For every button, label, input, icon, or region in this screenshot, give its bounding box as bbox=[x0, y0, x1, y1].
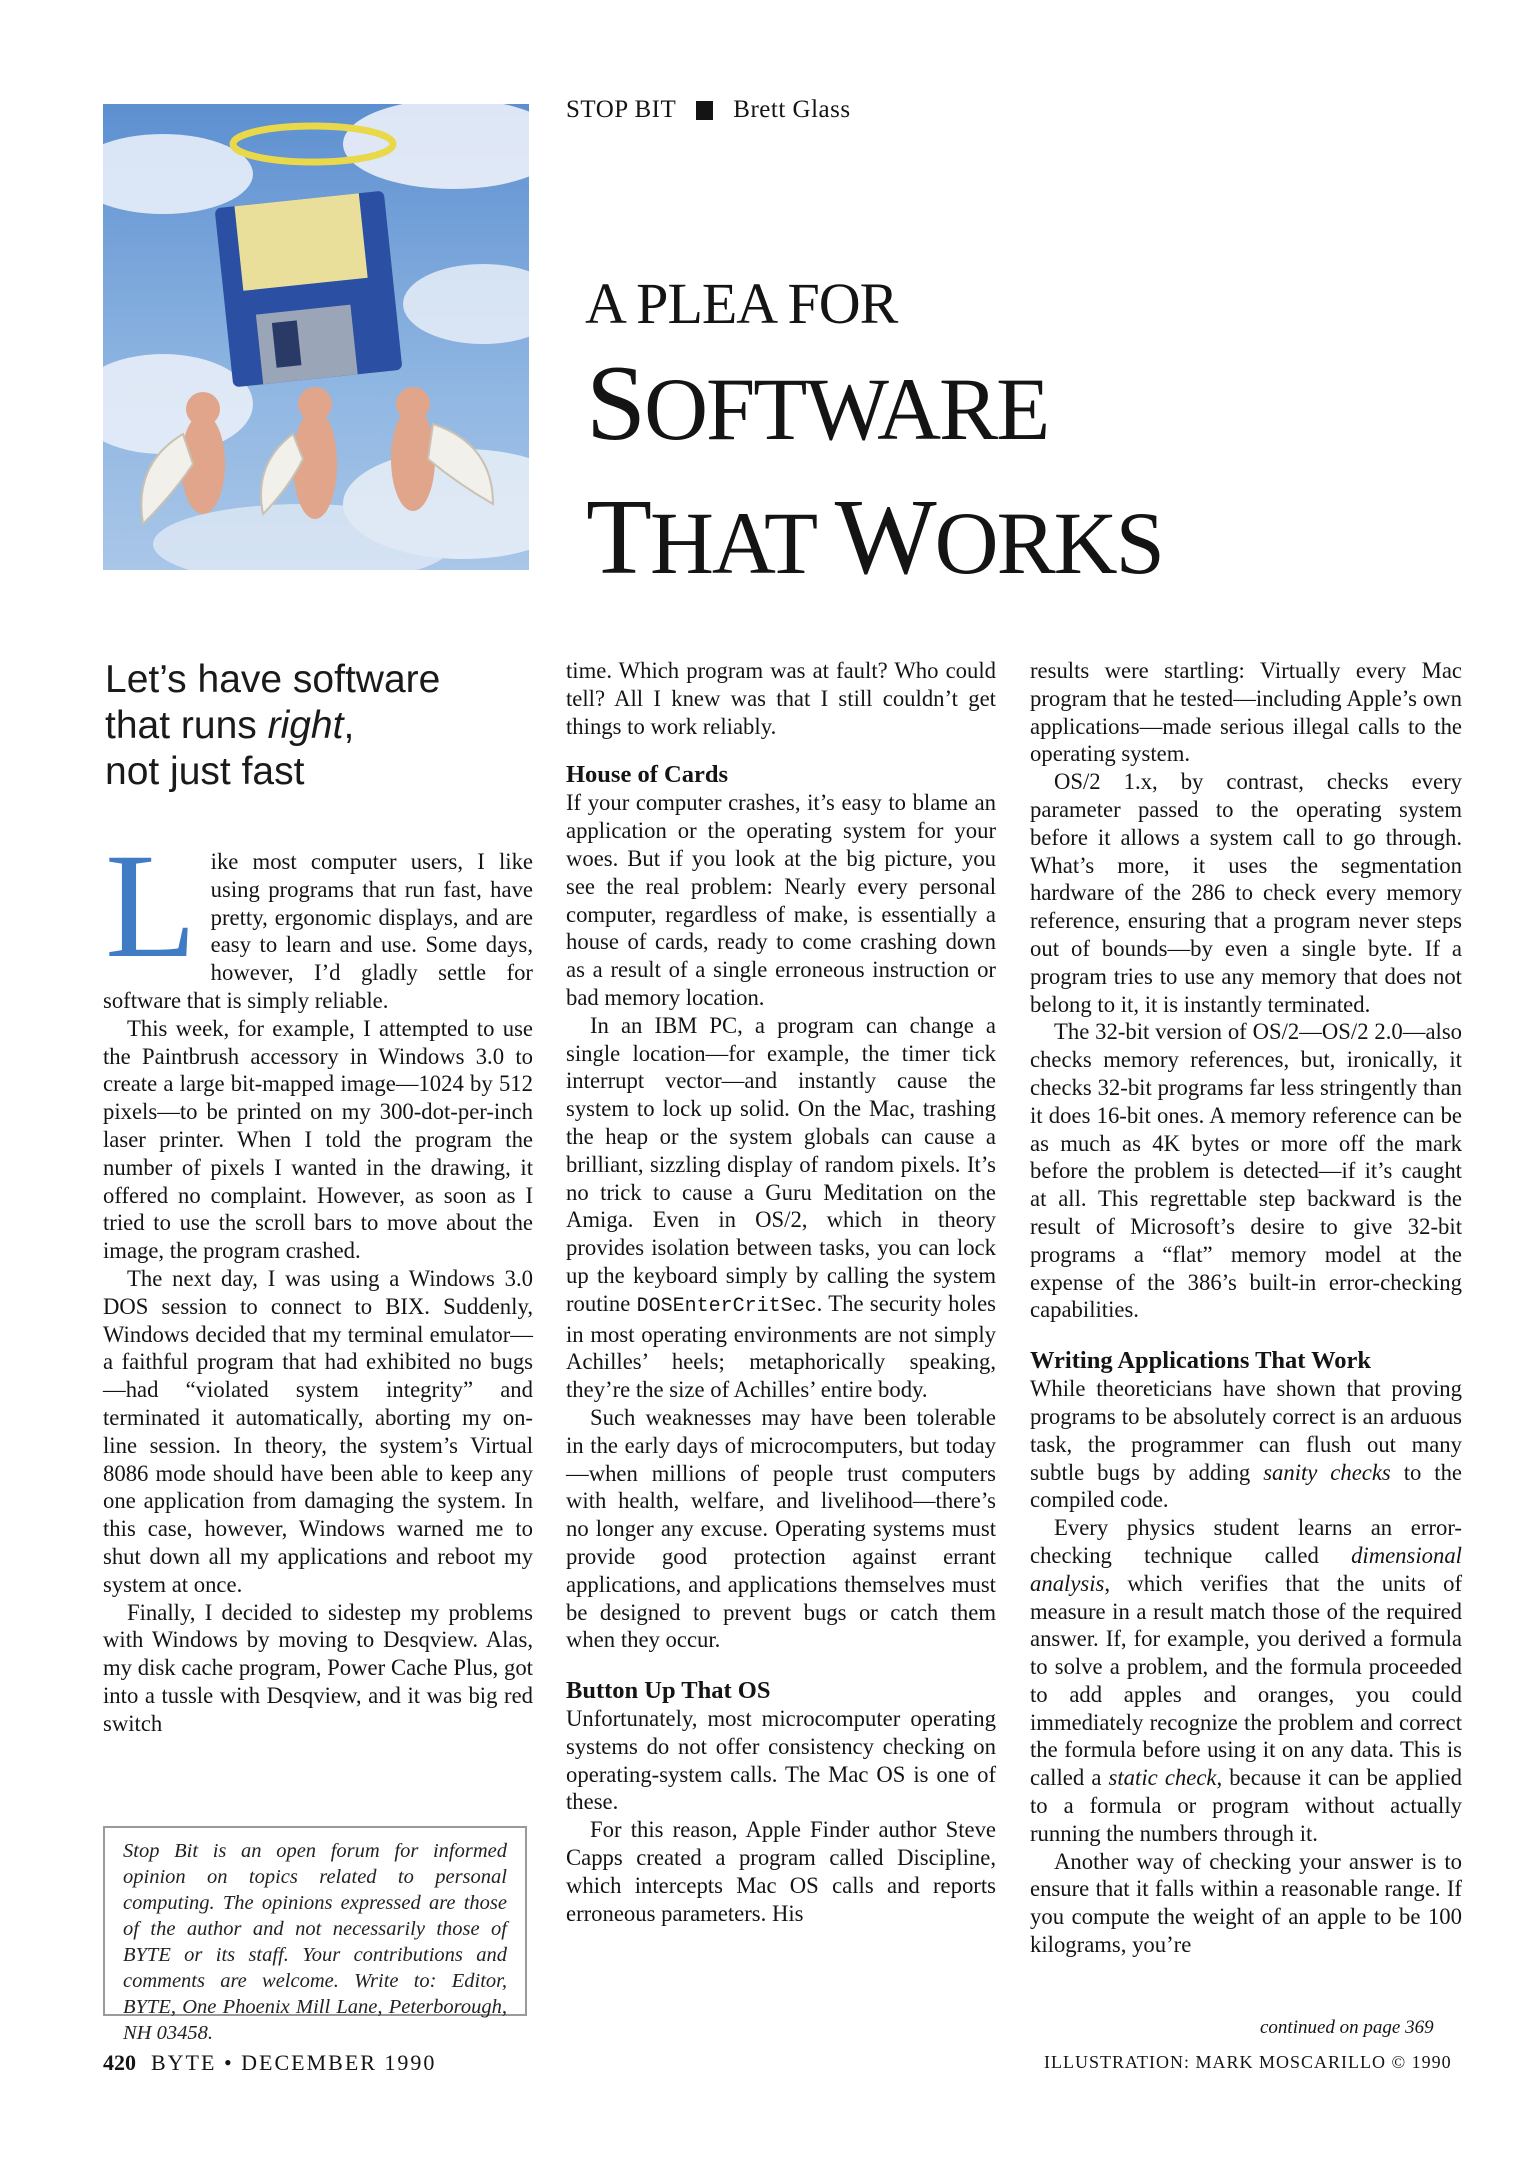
paragraph-text: , because it can be applied to a formula or program without actually running the numbers through it. bbox=[1030, 1765, 1463, 1846]
deck-line: Let’s have software bbox=[105, 658, 441, 701]
title-smallcaps: ORKS bbox=[934, 495, 1163, 593]
article-deck bbox=[105, 657, 525, 795]
paragraph bbox=[566, 1012, 996, 1404]
emphasis: sanity checks bbox=[1263, 1459, 1391, 1485]
paragraph: results were startling: Virtually every Mac program that he tested—including Apple’s own applications—made serious illegal calls to the operating system. bbox=[1030, 658, 1462, 767]
title-smallcaps: OFTWARE bbox=[644, 361, 1049, 459]
column-3 bbox=[1030, 657, 1462, 1959]
column-1 bbox=[103, 823, 533, 1738]
stop-bit-info-box bbox=[103, 1826, 527, 2044]
title-line-1: A PLEA FOR bbox=[585, 271, 898, 336]
paragraph: If your computer crashes, it’s easy to blame an application or the operating system for your woes. But if you look at the big picture, you see the real problem: Nearly every personal computer, regardless of make, is essentially a house of cards, ready to come crashing down as a result of a single erroneous instruction or bad memory location. bbox=[566, 790, 996, 1010]
paragraph-text: ike most computer users, I like using programs that run fast, have pretty, ergonomic displays, and are easy to learn and use. Some days, however, I’d gladly settle for software that is simply reliable. bbox=[103, 849, 533, 1013]
paragraph: Such weaknesses may have been tolerable in the early days of microcomputers, but today—when millions of people trust computers with health, welfare, and livelihood—there’s no longer any excuse. Operating systems must provide good protection against errant applications, and applications themselves must be designed to prevent bugs or catch them when they occur. bbox=[566, 1404, 996, 1653]
info-box-text: Stop Bit is an open forum for informed opinion on topics related to personal computing. The opinions expressed are those of the author and not necessarily those of BYTE or its staff. Your contributions and comments are welcome. Write to: Editor, BYTE, One Phoenix Mill Lane, Peterborough, NH 03458. bbox=[123, 1840, 507, 2044]
deck-line bbox=[105, 703, 525, 749]
paragraph-text: In an IBM PC, a program can change a single location—for example, the timer tick interrupt vector—and instantly cause the system to lock up solid. On the Mac, trashing the heap or the system globals can cause a brilliant, sizzling display of random pixels. It’s no trick to cause a Guru Meditation on the Amiga. Even in OS/2, which in theory provides isolation between tasks, you can lock up the keyboard simply by calling the system routine bbox=[566, 1012, 996, 1316]
author-name: Brett Glass bbox=[733, 96, 851, 123]
deck-text: , bbox=[343, 704, 355, 747]
deck-emphasis: right bbox=[267, 704, 344, 747]
title-initial: W bbox=[834, 478, 935, 597]
title-initial: T bbox=[586, 478, 650, 597]
page-footer bbox=[103, 2050, 436, 2076]
paragraph: The next day, I was using a Windows 3.0 DOS session to connect to BIX. Suddenly, Windows decided that my terminal emulator—a faithful program that had exhibited no bugs—had “violated system integrity” and terminated it automatically, aborting my on-line session. In theory, the system’s Virtual 8086 mode should have been able to keep any one application from damaging the system. In this case, however, Windows warned me to shut down all my applications and reboot my system at once. bbox=[103, 1265, 533, 1597]
paragraph-text: to the compiled code. bbox=[1030, 1459, 1462, 1513]
paragraph: OS/2 1.x, by contrast, checks every parameter passed to the operating system before it allows a system call to go through. What’s more, it uses the segmentation hardware of the 286 to check every memory reference, ensuring that a program never steps out of bounds—by even a single byte. If a program tries to use any memory that does not belong to it, it is instantly terminated. bbox=[1030, 769, 1462, 1017]
paragraph-text: While theoreticians have shown that proving programs to be absolutely correct is an arduous task, the programmer can flush out many subtle bugs by adding bbox=[1030, 1376, 1462, 1485]
paragraph bbox=[1030, 1375, 1462, 1514]
title-initial: S bbox=[586, 344, 645, 463]
title-line-3 bbox=[586, 478, 1163, 597]
page-number: 420 bbox=[103, 2050, 136, 2075]
deck-line: not just fast bbox=[105, 750, 305, 793]
square-bullet-icon bbox=[696, 101, 713, 120]
paragraph: The 32-bit version of OS/2—OS/2 2.0—also checks memory references, but, ironically, it checks 32-bit programs far less stringently than it does 16-bit ones. A memory reference can be as much as 4K bytes or more off the mark before the problem is detected—if it’s caught at all. This regrettable step backward is the result of Microsoft’s desire to give 32-bit programs a “flat” memory model at the expense of the 386’s built-in error-checking capabilities. bbox=[1030, 1019, 1462, 1323]
emphasis: dimensional analysis bbox=[1030, 1542, 1462, 1596]
subhead-house-of-cards: House of Cards bbox=[566, 761, 728, 789]
illustration-credit: ILLUSTRATION: MARK MOSCARILLO © 1990 bbox=[1044, 2052, 1452, 2072]
illustration-art bbox=[103, 104, 529, 570]
deck-text: that runs bbox=[105, 704, 268, 747]
paragraph bbox=[103, 823, 533, 1015]
emphasis: static check bbox=[1108, 1765, 1217, 1791]
code-term: DOSEnterCritSec bbox=[636, 1294, 817, 1318]
paragraph: This week, for example, I attempted to use the Paintbrush accessory in Windows 3.0 to create a large bit-mapped image—1024 by 512 pixels—to be printed on my 300-dot-per-inch laser printer. When I told the program the number of pixels I wanted in the drawing, it offered no complaint. However, as soon as I tried to use the scroll bars to move about the image, the program crashed. bbox=[103, 1015, 533, 1264]
section-kicker bbox=[566, 96, 851, 124]
continued-note: continued on page 369 bbox=[1260, 2017, 1434, 2038]
paragraph: Finally, I decided to sidestep my problems with Windows by moving to Desqview. Alas, my disk cache program, Power Cache Plus, got into a tussle with Desqview, and it was big red switch bbox=[103, 1599, 533, 1736]
paragraph-text: . The security holes in most operating environments are not simply Achilles’ heels; metaphorically speaking, they’re the size of Achilles’ entire body. bbox=[566, 1290, 997, 1403]
title-line-2 bbox=[586, 344, 1049, 463]
title-smallcaps: HAT bbox=[649, 495, 835, 593]
drop-cap: L bbox=[105, 823, 197, 989]
paragraph: For this reason, Apple Finder author Steve Capps created a program called Discipline, which intercepts Mac OS calls and reports erroneous parameters. His bbox=[566, 1817, 996, 1926]
subhead-writing-applications: Writing Applications That Work bbox=[1030, 1347, 1372, 1375]
paragraph bbox=[1030, 1514, 1462, 1848]
subhead-button-up-that-os: Button Up That OS bbox=[566, 1677, 771, 1705]
illustration-floppy-angels bbox=[103, 104, 529, 570]
magazine-issue: BYTE • DECEMBER 1990 bbox=[151, 2050, 437, 2075]
paragraph-text: , which verifies that the units of measure in a result match those of the required answer. If, for example, you derived a formula to solve a problem, and the formula proceeded to add apples and oranges, you could immediately recognize the problem and correct the formula before using it on any data. This is called a bbox=[1030, 1570, 1462, 1791]
section-name: STOP BIT bbox=[566, 96, 677, 123]
column-2 bbox=[566, 657, 996, 1927]
paragraph: time. Which program was at fault? Who could tell? All I knew was that I still couldn’t get things to work reliably. bbox=[566, 658, 996, 739]
paragraph: Another way of checking your answer is to ensure that it falls within a reasonable range. If you compute the weight of an apple to be 100 kilograms, you’re bbox=[1030, 1848, 1462, 1958]
paragraph-text: Every physics student learns an error-checking technique called bbox=[1030, 1515, 1462, 1568]
paragraph: Unfortunately, most microcomputer operating systems do not offer consistency checking on operating-system calls. The Mac OS is one of these. bbox=[566, 1706, 996, 1815]
